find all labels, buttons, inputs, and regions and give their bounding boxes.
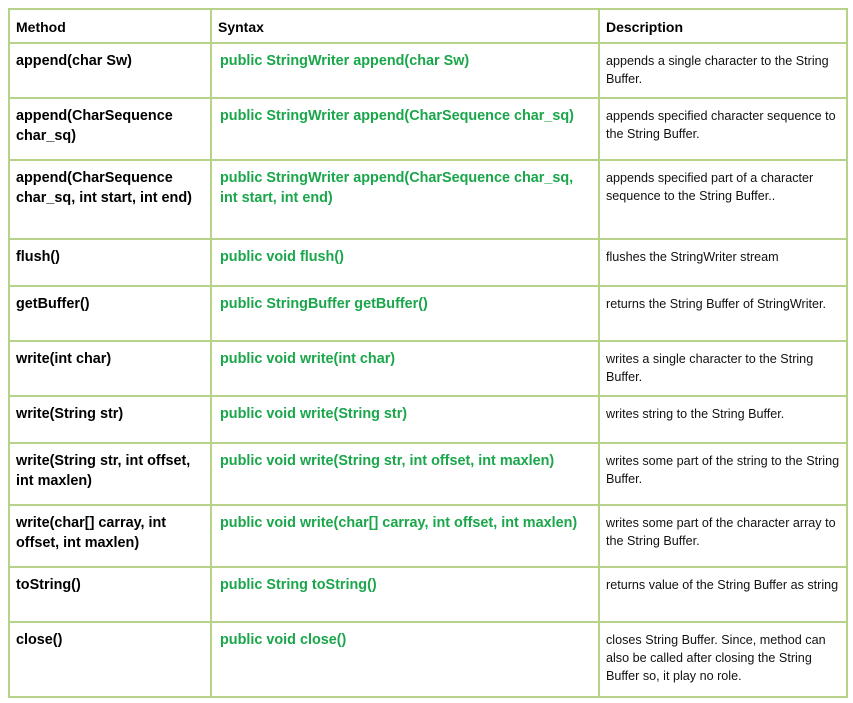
table-row — [9, 443, 847, 505]
syntax-cell: public void write(char[] carray, int offset, int maxlen) — [211, 505, 599, 567]
table-header-row — [9, 9, 847, 43]
description-cell: appends specified part of a character sequence to the String Buffer.. — [599, 160, 847, 239]
header-method: Method — [9, 9, 211, 43]
description-cell: returns value of the String Buffer as string — [599, 567, 847, 622]
method-cell: write(int char) — [9, 341, 211, 396]
description-cell: closes String Buffer. Since, method can also be called after closing the String Buffer so, it play no role. — [599, 622, 847, 697]
table-row — [9, 396, 847, 443]
table-row — [9, 286, 847, 341]
method-cell: toString() — [9, 567, 211, 622]
syntax-cell: public void close() — [211, 622, 599, 697]
description-cell: writes some part of the character array to the String Buffer. — [599, 505, 847, 567]
method-cell: append(CharSequence char_sq, int start, int end) — [9, 160, 211, 239]
description-cell: appends a single character to the String Buffer. — [599, 43, 847, 98]
header-syntax: Syntax — [211, 9, 599, 43]
syntax-cell: public StringWriter append(char Sw) — [211, 43, 599, 98]
method-cell: write(char[] carray, int offset, int maxlen) — [9, 505, 211, 567]
syntax-cell: public String toString() — [211, 567, 599, 622]
description-cell: writes a single character to the String Buffer. — [599, 341, 847, 396]
description-cell: writes string to the String Buffer. — [599, 396, 847, 443]
method-cell: append(char Sw) — [9, 43, 211, 98]
method-cell: write(String str) — [9, 396, 211, 443]
table-row — [9, 622, 847, 697]
syntax-cell: public void write(int char) — [211, 341, 599, 396]
syntax-cell: public StringWriter append(CharSequence char_sq, int start, int end) — [211, 160, 599, 239]
header-description: Description — [599, 9, 847, 43]
syntax-cell: public void flush() — [211, 239, 599, 286]
method-cell: write(String str, int offset, int maxlen) — [9, 443, 211, 505]
table-row — [9, 341, 847, 396]
method-cell: getBuffer() — [9, 286, 211, 341]
table-row — [9, 239, 847, 286]
table-row — [9, 160, 847, 239]
syntax-cell: public StringBuffer getBuffer() — [211, 286, 599, 341]
method-cell: flush() — [9, 239, 211, 286]
method-cell: append(CharSequence char_sq) — [9, 98, 211, 160]
description-cell: appends specified character sequence to the String Buffer. — [599, 98, 847, 160]
syntax-cell: public void write(String str) — [211, 396, 599, 443]
syntax-cell: public StringWriter append(CharSequence char_sq) — [211, 98, 599, 160]
description-cell: flushes the StringWriter stream — [599, 239, 847, 286]
table-row — [9, 567, 847, 622]
description-cell: writes some part of the string to the String Buffer. — [599, 443, 847, 505]
method-cell: close() — [9, 622, 211, 697]
table-row — [9, 98, 847, 160]
description-cell: returns the String Buffer of StringWriter. — [599, 286, 847, 341]
table-row — [9, 43, 847, 98]
table-row — [9, 505, 847, 567]
syntax-cell: public void write(String str, int offset, int maxlen) — [211, 443, 599, 505]
methods-table — [8, 8, 848, 698]
